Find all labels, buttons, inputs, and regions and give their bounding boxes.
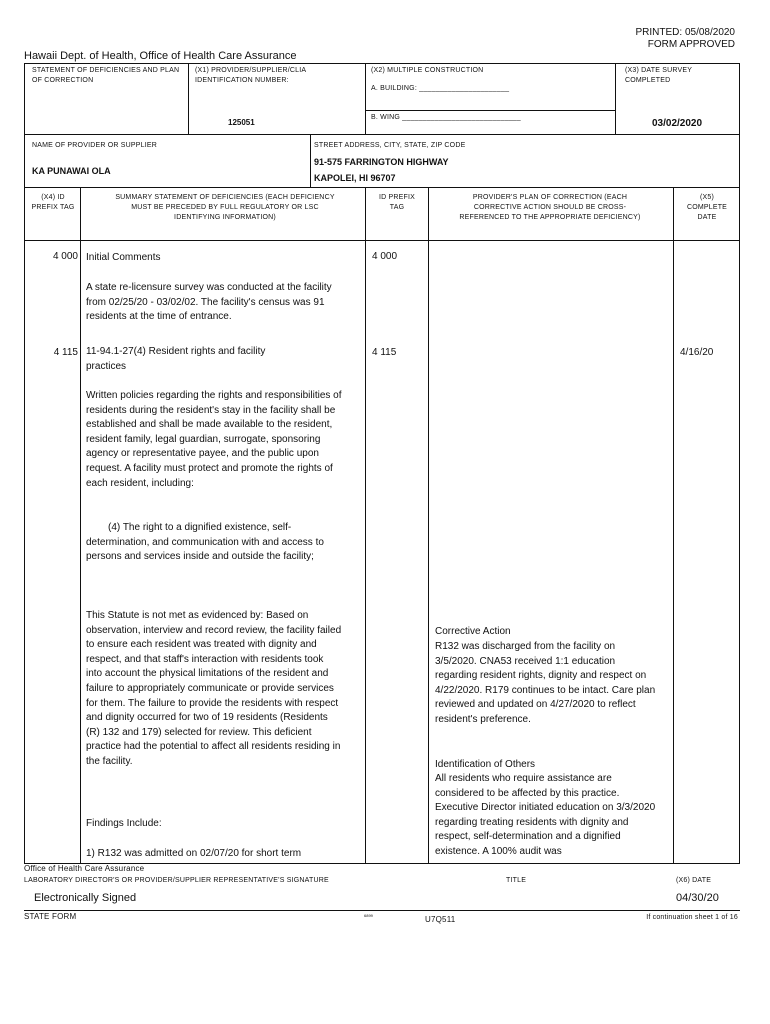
id-prefix-header: ID PREFIX TAG <box>378 194 416 211</box>
form-approved: FORM APPROVED <box>647 39 735 50</box>
agency-name: Hawaii Dept. of Health, Office of Health Care Assurance <box>24 50 297 62</box>
complete-date: 4/16/20 <box>680 347 714 358</box>
not-met-text: This Statute is not met as evidenced by: Based on observation, interview and record review, the facility failed to ensure each resident was treated with dignity and respect, and that staff's interaction with residents took into account the physical limitations of the resident and failure to appropriately communicate or provide services for them. The failure to provide the residents with respect and dignity occurred for two of 19 residents (Residents (R) 132 and 179) selected for review. This deficient practice had the potential to affect all residents residing in the facility. <box>86 610 342 767</box>
x6-date-label: (X6) DATE <box>676 877 712 884</box>
tag-4000: 4 000 <box>52 251 78 262</box>
corrective-action-text: R132 was discharged from the facility on 3/5/2020. CNA53 received 1:1 education regarding resident rights, dignity and respect on 4/22/2020. R179 continues to be intact. Care plan reviewed and updated on 4/27/2020 to reflect resident's preference. <box>435 641 656 725</box>
x3-label: (X3) DATE SURVEY COMPLETED <box>625 67 692 84</box>
rule-title: 11-94.1-27(4) Resident rights and facility practices <box>86 346 266 372</box>
survey-date: 03/02/2020 <box>652 118 703 129</box>
printed-date: PRINTED: 05/08/2020 <box>635 27 735 38</box>
corrective-action-title: Corrective Action <box>435 626 511 637</box>
address-label: STREET ADDRESS, CITY, STATE, ZIP CODE <box>314 142 466 149</box>
address-line1: 91-575 FARRINGTON HIGHWAY <box>314 157 449 167</box>
building-label: A. BUILDING: ______________________ <box>371 85 510 92</box>
form-code: 6899 <box>364 913 373 918</box>
state-form-label: STATE FORM <box>24 912 77 921</box>
footer-office: Office of Health Care Assurance <box>24 864 145 873</box>
findings-include: Findings Include: <box>86 818 162 829</box>
event-id: U7Q511 <box>425 915 456 924</box>
provider-name: KA PUNAWAI OLA <box>32 166 111 176</box>
wing-label: B. WING _____________________________ <box>371 114 521 121</box>
signature-label: LABORATORY DIRECTOR'S OR PROVIDER/SUPPLIER REPRESENTATIVE'S SIGNATURE <box>24 877 329 884</box>
rule-item-4: (4) The right to a dignified existence, self-determination, and communication with and access to persons and services inside and outside the facility; <box>86 522 324 563</box>
initial-comments-title: Initial Comments <box>86 252 161 263</box>
x5-header: (X5) COMPLETE DATE <box>686 194 728 221</box>
electronically-signed: Electronically Signed <box>34 892 137 904</box>
others-title: Identification of Others <box>435 759 536 770</box>
title-label: TITLE <box>506 877 527 884</box>
initial-comments-text: A state re-licensure survey was conducted at the facility from 02/25/20 - 03/02/02. The facility's census was 91 residents at the time of entrance. <box>86 282 332 323</box>
x4-header: (X4) ID PREFIX TAG <box>31 194 75 211</box>
continuation-sheet: If continuation sheet 1 of 16 <box>646 914 738 921</box>
address-line2: KAPOLEI, HI 96707 <box>314 173 396 183</box>
plan-header: PROVIDER'S PLAN OF CORRECTION (EACH CORRECTIVE ACTION SHOULD BE CROSS-REFERENCED TO THE APPROPRIATE DEFICIENCY) <box>459 194 641 221</box>
provider-id: 125051 <box>228 118 255 127</box>
provider-name-label: NAME OF PROVIDER OR SUPPLIER <box>32 142 158 149</box>
x1-label: (X1) PROVIDER/SUPPLIER/CLIA IDENTIFICATION NUMBER: <box>195 67 306 84</box>
summary-header: SUMMARY STATEMENT OF DEFICIENCIES (EACH DEFICIENCY MUST BE PRECEDED BY FULL REGULATORY OR LSC IDENTIFYING INFORMATION) <box>115 194 335 221</box>
signature-date: 04/30/20 <box>676 892 719 904</box>
id-tag-4000: 4 000 <box>372 251 398 262</box>
rule-text: Written policies regarding the rights and responsibilities of residents during the resident's stay in the facility shall be established and shall be made available to the resident, resident family, legal guardian, surrogate, sponsoring agency or representative payee, and the public upon request. A facility must protect and promote the rights of each resident, including: <box>86 390 342 489</box>
finding-1: 1) R132 was admitted on 02/07/20 for short term <box>86 848 302 859</box>
id-tag-4115: 4 115 <box>372 347 397 358</box>
statement-label: STATEMENT OF DEFICIENCIES AND PLAN OF CORRECTION <box>32 67 180 84</box>
tag-4115: 4 115 <box>53 347 78 358</box>
x2-label: (X2) MULTIPLE CONSTRUCTION <box>371 67 484 74</box>
others-text: All residents who require assistance are considered to be affected by this practice. Executive Director initiated education on 3/3/2020 regarding treating residents with dignity and respect, self-determination and a dignified existence. A 100% audit was <box>435 773 656 857</box>
